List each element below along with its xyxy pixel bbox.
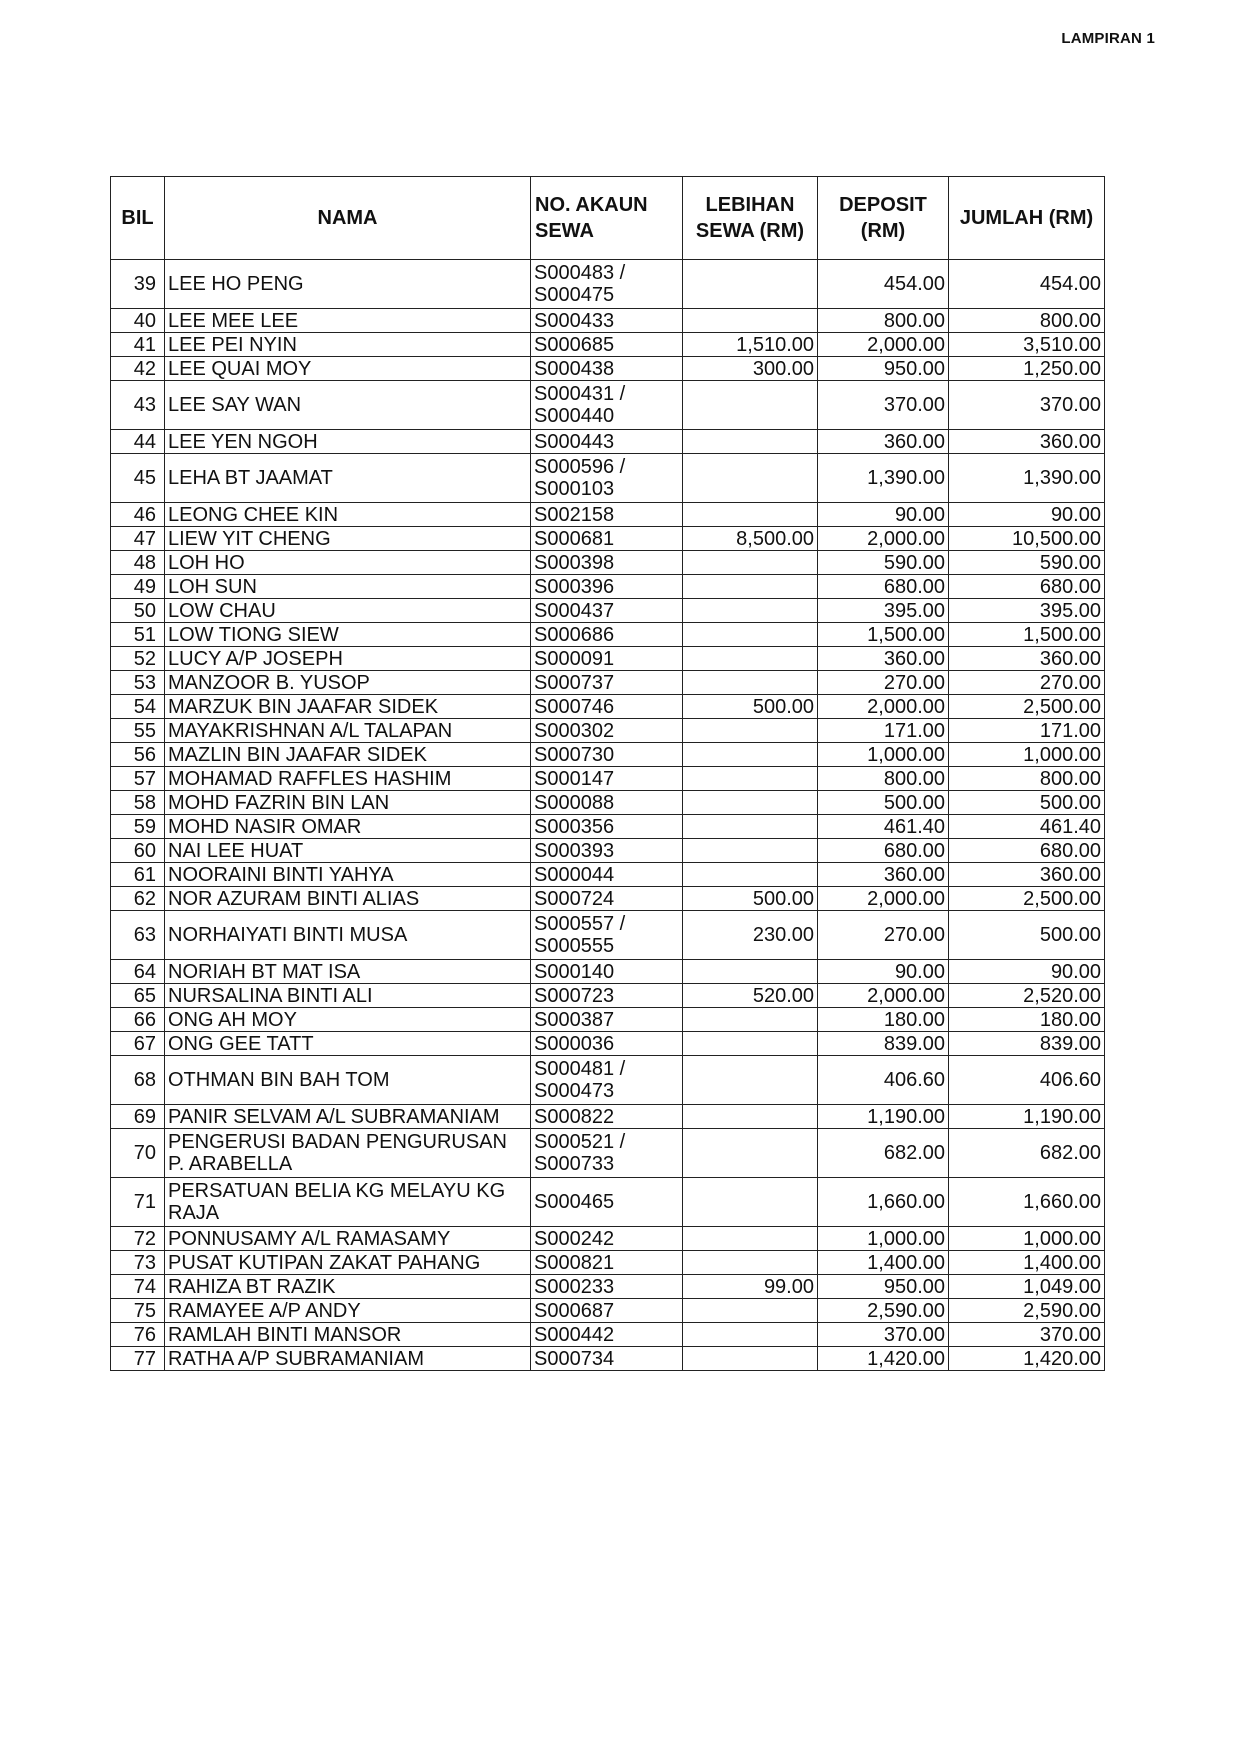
cell-jumlah: 800.00: [949, 309, 1105, 333]
cell-deposit: 360.00: [818, 863, 949, 887]
cell-nama: LEE YEN NGOH: [165, 430, 531, 454]
cell-jumlah: 590.00: [949, 551, 1105, 575]
cell-deposit: 2,000.00: [818, 695, 949, 719]
table-row: [111, 791, 1105, 815]
cell-lebihan: [683, 719, 818, 743]
cell-deposit: 680.00: [818, 575, 949, 599]
table-row: [111, 503, 1105, 527]
cell-lebihan: 230.00: [683, 911, 818, 960]
cell-bil: 49: [111, 575, 165, 599]
cell-bil: 55: [111, 719, 165, 743]
cell-deposit: 1,500.00: [818, 623, 949, 647]
cell-nama: PERSATUAN BELIA KG MELAYU KG RAJA: [165, 1178, 531, 1227]
cell-nama: MOHAMAD RAFFLES HASHIM: [165, 767, 531, 791]
cell-lebihan: [683, 1032, 818, 1056]
cell-bil: 70: [111, 1129, 165, 1178]
cell-lebihan: [683, 1056, 818, 1105]
cell-lebihan: 8,500.00: [683, 527, 818, 551]
table-header-row: [111, 177, 1105, 260]
cell-nama: LOH HO: [165, 551, 531, 575]
cell-bil: 41: [111, 333, 165, 357]
cell-deposit: 1,000.00: [818, 1227, 949, 1251]
cell-lebihan: [683, 454, 818, 503]
cell-jumlah: 270.00: [949, 671, 1105, 695]
table-row: [111, 309, 1105, 333]
cell-akaun: S000686: [531, 623, 683, 647]
cell-akaun: S000044: [531, 863, 683, 887]
cell-bil: 69: [111, 1105, 165, 1129]
cell-deposit: 360.00: [818, 647, 949, 671]
cell-bil: 56: [111, 743, 165, 767]
table-row: [111, 357, 1105, 381]
cell-akaun: S000442: [531, 1323, 683, 1347]
cell-deposit: 461.40: [818, 815, 949, 839]
cell-deposit: 590.00: [818, 551, 949, 575]
cell-deposit: 90.00: [818, 503, 949, 527]
table-row: [111, 1178, 1105, 1227]
cell-jumlah: 10,500.00: [949, 527, 1105, 551]
cell-deposit: 2,590.00: [818, 1299, 949, 1323]
cell-deposit: 1,400.00: [818, 1251, 949, 1275]
table-row: [111, 1056, 1105, 1105]
cell-akaun: S002158: [531, 503, 683, 527]
cell-akaun: S000481 / S000473: [531, 1056, 683, 1105]
cell-nama: NOR AZURAM BINTI ALIAS: [165, 887, 531, 911]
cell-lebihan: [683, 1129, 818, 1178]
cell-jumlah: 1,390.00: [949, 454, 1105, 503]
column-header-bil: BIL: [111, 177, 165, 260]
cell-akaun: S000822: [531, 1105, 683, 1129]
cell-deposit: 270.00: [818, 911, 949, 960]
cell-jumlah: 1,000.00: [949, 1227, 1105, 1251]
cell-bil: 64: [111, 960, 165, 984]
cell-jumlah: 1,000.00: [949, 743, 1105, 767]
cell-akaun: S000734: [531, 1347, 683, 1371]
deposit-table-container: [110, 176, 1104, 1371]
table-row: [111, 575, 1105, 599]
column-header-nama: NAMA: [165, 177, 531, 260]
cell-deposit: 839.00: [818, 1032, 949, 1056]
cell-lebihan: [683, 381, 818, 430]
column-header-lebihan: LEBIHAN SEWA (RM): [683, 177, 818, 260]
cell-nama: PENGERUSI BADAN PENGURUSAN P. ARABELLA: [165, 1129, 531, 1178]
cell-deposit: 90.00: [818, 960, 949, 984]
cell-bil: 62: [111, 887, 165, 911]
cell-lebihan: [683, 671, 818, 695]
cell-deposit: 2,000.00: [818, 887, 949, 911]
table-row: [111, 1032, 1105, 1056]
cell-jumlah: 180.00: [949, 1008, 1105, 1032]
table-row: [111, 1299, 1105, 1323]
cell-nama: LEE PEI NYIN: [165, 333, 531, 357]
table-row: [111, 1129, 1105, 1178]
cell-nama: MOHD NASIR OMAR: [165, 815, 531, 839]
table-row: [111, 1008, 1105, 1032]
cell-deposit: 680.00: [818, 839, 949, 863]
cell-jumlah: 1,049.00: [949, 1275, 1105, 1299]
table-row: [111, 839, 1105, 863]
cell-akaun: S000393: [531, 839, 683, 863]
table-row: [111, 911, 1105, 960]
cell-bil: 51: [111, 623, 165, 647]
cell-akaun: S000596 / S000103: [531, 454, 683, 503]
cell-nama: LEHA BT JAAMAT: [165, 454, 531, 503]
cell-lebihan: [683, 960, 818, 984]
table-row: [111, 1275, 1105, 1299]
cell-nama: LOW TIONG SIEW: [165, 623, 531, 647]
cell-bil: 47: [111, 527, 165, 551]
cell-nama: PANIR SELVAM A/L SUBRAMANIAM: [165, 1105, 531, 1129]
cell-lebihan: 500.00: [683, 695, 818, 719]
cell-bil: 76: [111, 1323, 165, 1347]
cell-nama: LEE MEE LEE: [165, 309, 531, 333]
cell-jumlah: 680.00: [949, 575, 1105, 599]
table-row: [111, 767, 1105, 791]
cell-jumlah: 90.00: [949, 960, 1105, 984]
cell-nama: LUCY A/P JOSEPH: [165, 647, 531, 671]
cell-deposit: 395.00: [818, 599, 949, 623]
cell-bil: 45: [111, 454, 165, 503]
document-label: LAMPIRAN 1: [1061, 30, 1155, 47]
cell-akaun: S000147: [531, 767, 683, 791]
cell-deposit: 2,000.00: [818, 527, 949, 551]
cell-bil: 63: [111, 911, 165, 960]
cell-bil: 54: [111, 695, 165, 719]
cell-bil: 60: [111, 839, 165, 863]
cell-nama: RAHIZA BT RAZIK: [165, 1275, 531, 1299]
cell-bil: 39: [111, 260, 165, 309]
cell-bil: 53: [111, 671, 165, 695]
cell-deposit: 1,660.00: [818, 1178, 949, 1227]
cell-deposit: 1,420.00: [818, 1347, 949, 1371]
cell-akaun: S000557 / S000555: [531, 911, 683, 960]
cell-nama: LOW CHAU: [165, 599, 531, 623]
cell-lebihan: [683, 575, 818, 599]
cell-jumlah: 454.00: [949, 260, 1105, 309]
cell-deposit: 1,000.00: [818, 743, 949, 767]
cell-nama: MARZUK BIN JAAFAR SIDEK: [165, 695, 531, 719]
cell-lebihan: [683, 623, 818, 647]
cell-bil: 52: [111, 647, 165, 671]
cell-deposit: 270.00: [818, 671, 949, 695]
table-row: [111, 623, 1105, 647]
cell-lebihan: 500.00: [683, 887, 818, 911]
table-row: [111, 333, 1105, 357]
column-header-jumlah: JUMLAH (RM): [949, 177, 1105, 260]
cell-jumlah: 171.00: [949, 719, 1105, 743]
cell-akaun: S000687: [531, 1299, 683, 1323]
cell-nama: OTHMAN BIN BAH TOM: [165, 1056, 531, 1105]
cell-akaun: S000091: [531, 647, 683, 671]
cell-nama: NORIAH BT MAT ISA: [165, 960, 531, 984]
cell-jumlah: 500.00: [949, 791, 1105, 815]
cell-nama: MAZLIN BIN JAAFAR SIDEK: [165, 743, 531, 767]
cell-akaun: S000443: [531, 430, 683, 454]
cell-bil: 50: [111, 599, 165, 623]
cell-bil: 66: [111, 1008, 165, 1032]
cell-lebihan: [683, 599, 818, 623]
cell-nama: MOHD FAZRIN BIN LAN: [165, 791, 531, 815]
table-body: [111, 260, 1105, 1371]
table-row: [111, 599, 1105, 623]
cell-bil: 43: [111, 381, 165, 430]
cell-deposit: 171.00: [818, 719, 949, 743]
table-row: [111, 527, 1105, 551]
cell-nama: NOORAINI BINTI YAHYA: [165, 863, 531, 887]
table-row: [111, 647, 1105, 671]
cell-lebihan: [683, 647, 818, 671]
cell-deposit: 950.00: [818, 1275, 949, 1299]
cell-jumlah: 360.00: [949, 430, 1105, 454]
cell-lebihan: [683, 1105, 818, 1129]
cell-akaun: S000396: [531, 575, 683, 599]
cell-akaun: S000437: [531, 599, 683, 623]
cell-bil: 58: [111, 791, 165, 815]
cell-lebihan: [683, 309, 818, 333]
cell-lebihan: [683, 260, 818, 309]
cell-nama: NURSALINA BINTI ALI: [165, 984, 531, 1008]
cell-lebihan: 1,510.00: [683, 333, 818, 357]
cell-bil: 42: [111, 357, 165, 381]
cell-jumlah: 2,500.00: [949, 887, 1105, 911]
cell-akaun: S000140: [531, 960, 683, 984]
cell-akaun: S000036: [531, 1032, 683, 1056]
cell-akaun: S000438: [531, 357, 683, 381]
cell-nama: RAMLAH BINTI MANSOR: [165, 1323, 531, 1347]
cell-jumlah: 500.00: [949, 911, 1105, 960]
column-header-akaun: NO. AKAUN SEWA: [531, 177, 683, 260]
cell-jumlah: 1,400.00: [949, 1251, 1105, 1275]
cell-nama: ONG AH MOY: [165, 1008, 531, 1032]
cell-lebihan: [683, 1227, 818, 1251]
cell-bil: 74: [111, 1275, 165, 1299]
cell-lebihan: [683, 1347, 818, 1371]
cell-akaun: S000431 / S000440: [531, 381, 683, 430]
cell-akaun: S000483 / S000475: [531, 260, 683, 309]
cell-jumlah: 1,190.00: [949, 1105, 1105, 1129]
cell-akaun: S000730: [531, 743, 683, 767]
cell-deposit: 406.60: [818, 1056, 949, 1105]
cell-akaun: S000242: [531, 1227, 683, 1251]
cell-bil: 72: [111, 1227, 165, 1251]
cell-bil: 67: [111, 1032, 165, 1056]
cell-nama: NORHAIYATI BINTI MUSA: [165, 911, 531, 960]
cell-deposit: 682.00: [818, 1129, 949, 1178]
cell-lebihan: [683, 551, 818, 575]
cell-jumlah: 2,590.00: [949, 1299, 1105, 1323]
cell-jumlah: 1,660.00: [949, 1178, 1105, 1227]
cell-lebihan: [683, 1323, 818, 1347]
cell-jumlah: 370.00: [949, 1323, 1105, 1347]
cell-lebihan: [683, 1299, 818, 1323]
cell-lebihan: [683, 791, 818, 815]
table-row: [111, 984, 1105, 1008]
cell-lebihan: [683, 1008, 818, 1032]
cell-lebihan: [683, 839, 818, 863]
table-row: [111, 1323, 1105, 1347]
cell-lebihan: [683, 767, 818, 791]
cell-lebihan: [683, 863, 818, 887]
cell-jumlah: 839.00: [949, 1032, 1105, 1056]
cell-jumlah: 360.00: [949, 863, 1105, 887]
cell-nama: LEE QUAI MOY: [165, 357, 531, 381]
cell-jumlah: 1,500.00: [949, 623, 1105, 647]
cell-jumlah: 680.00: [949, 839, 1105, 863]
cell-bil: 65: [111, 984, 165, 1008]
cell-nama: ONG GEE TATT: [165, 1032, 531, 1056]
cell-deposit: 370.00: [818, 1323, 949, 1347]
cell-lebihan: [683, 430, 818, 454]
cell-akaun: S000723: [531, 984, 683, 1008]
cell-deposit: 1,190.00: [818, 1105, 949, 1129]
column-header-deposit: DEPOSIT (RM): [818, 177, 949, 260]
table-row: [111, 1227, 1105, 1251]
cell-bil: 46: [111, 503, 165, 527]
table-row: [111, 430, 1105, 454]
cell-nama: MAYAKRISHNAN A/L TALAPAN: [165, 719, 531, 743]
cell-bil: 48: [111, 551, 165, 575]
cell-jumlah: 3,510.00: [949, 333, 1105, 357]
cell-akaun: S000746: [531, 695, 683, 719]
cell-akaun: S000737: [531, 671, 683, 695]
cell-deposit: 800.00: [818, 309, 949, 333]
cell-deposit: 2,000.00: [818, 984, 949, 1008]
cell-nama: LEONG CHEE KIN: [165, 503, 531, 527]
cell-akaun: S000685: [531, 333, 683, 357]
cell-nama: LOH SUN: [165, 575, 531, 599]
cell-nama: PUSAT KUTIPAN ZAKAT PAHANG: [165, 1251, 531, 1275]
cell-jumlah: 682.00: [949, 1129, 1105, 1178]
cell-bil: 73: [111, 1251, 165, 1275]
cell-akaun: S000821: [531, 1251, 683, 1275]
cell-lebihan: 300.00: [683, 357, 818, 381]
cell-deposit: 950.00: [818, 357, 949, 381]
cell-akaun: S000387: [531, 1008, 683, 1032]
cell-jumlah: 2,500.00: [949, 695, 1105, 719]
cell-bil: 71: [111, 1178, 165, 1227]
cell-nama: MANZOOR B. YUSOP: [165, 671, 531, 695]
table-row: [111, 381, 1105, 430]
table-row: [111, 1347, 1105, 1371]
deposit-table: [110, 176, 1105, 1371]
cell-lebihan: [683, 743, 818, 767]
table-row: [111, 887, 1105, 911]
cell-akaun: S000356: [531, 815, 683, 839]
cell-nama: LEE SAY WAN: [165, 381, 531, 430]
cell-deposit: 2,000.00: [818, 333, 949, 357]
table-row: [111, 671, 1105, 695]
cell-jumlah: 461.40: [949, 815, 1105, 839]
cell-deposit: 370.00: [818, 381, 949, 430]
cell-bil: 59: [111, 815, 165, 839]
cell-jumlah: 800.00: [949, 767, 1105, 791]
cell-jumlah: 1,420.00: [949, 1347, 1105, 1371]
cell-lebihan: [683, 1251, 818, 1275]
cell-lebihan: [683, 1178, 818, 1227]
cell-akaun: S000088: [531, 791, 683, 815]
cell-jumlah: 90.00: [949, 503, 1105, 527]
cell-bil: 44: [111, 430, 165, 454]
cell-akaun: S000233: [531, 1275, 683, 1299]
cell-akaun: S000465: [531, 1178, 683, 1227]
table-row: [111, 960, 1105, 984]
cell-nama: LEE HO PENG: [165, 260, 531, 309]
cell-akaun: S000302: [531, 719, 683, 743]
cell-lebihan: 520.00: [683, 984, 818, 1008]
cell-nama: NAI LEE HUAT: [165, 839, 531, 863]
cell-nama: LIEW YIT CHENG: [165, 527, 531, 551]
table-row: [111, 743, 1105, 767]
cell-akaun: S000521 / S000733: [531, 1129, 683, 1178]
cell-jumlah: 2,520.00: [949, 984, 1105, 1008]
cell-deposit: 360.00: [818, 430, 949, 454]
cell-deposit: 500.00: [818, 791, 949, 815]
table-row: [111, 1105, 1105, 1129]
table-row: [111, 1251, 1105, 1275]
cell-bil: 75: [111, 1299, 165, 1323]
cell-lebihan: 99.00: [683, 1275, 818, 1299]
cell-jumlah: 406.60: [949, 1056, 1105, 1105]
cell-bil: 68: [111, 1056, 165, 1105]
table-row: [111, 815, 1105, 839]
cell-lebihan: [683, 815, 818, 839]
cell-jumlah: 395.00: [949, 599, 1105, 623]
cell-bil: 57: [111, 767, 165, 791]
cell-deposit: 180.00: [818, 1008, 949, 1032]
cell-jumlah: 1,250.00: [949, 357, 1105, 381]
cell-nama: RAMAYEE A/P ANDY: [165, 1299, 531, 1323]
table-row: [111, 863, 1105, 887]
cell-akaun: S000398: [531, 551, 683, 575]
cell-nama: PONNUSAMY A/L RAMASAMY: [165, 1227, 531, 1251]
table-row: [111, 551, 1105, 575]
cell-deposit: 1,390.00: [818, 454, 949, 503]
cell-jumlah: 370.00: [949, 381, 1105, 430]
table-row: [111, 695, 1105, 719]
cell-bil: 40: [111, 309, 165, 333]
cell-akaun: S000681: [531, 527, 683, 551]
cell-akaun: S000433: [531, 309, 683, 333]
cell-nama: RATHA A/P SUBRAMANIAM: [165, 1347, 531, 1371]
cell-lebihan: [683, 503, 818, 527]
cell-jumlah: 360.00: [949, 647, 1105, 671]
cell-bil: 61: [111, 863, 165, 887]
cell-deposit: 800.00: [818, 767, 949, 791]
table-row: [111, 719, 1105, 743]
table-row: [111, 260, 1105, 309]
cell-akaun: S000724: [531, 887, 683, 911]
cell-bil: 77: [111, 1347, 165, 1371]
table-row: [111, 454, 1105, 503]
cell-deposit: 454.00: [818, 260, 949, 309]
